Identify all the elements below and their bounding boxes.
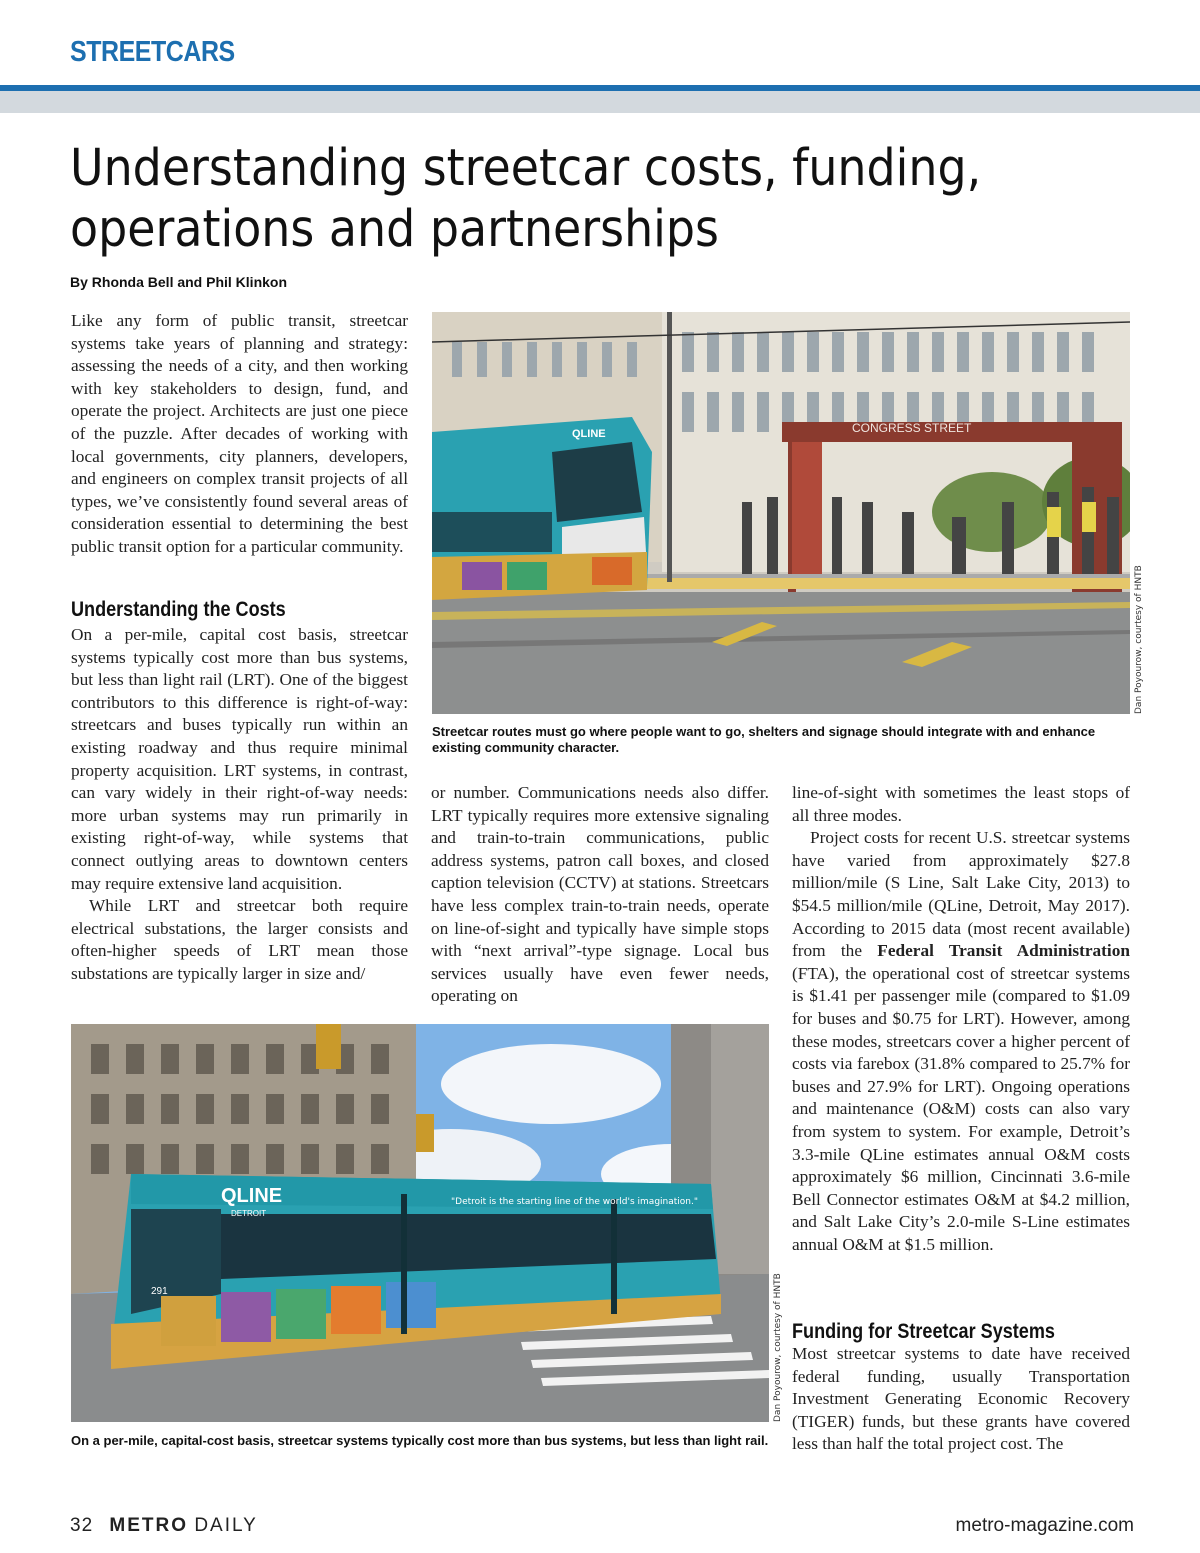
- funding-column: [792, 1343, 1130, 1456]
- funding-heading: Funding for Streetcar Systems: [792, 1320, 1055, 1343]
- caption-1: Streetcar routes must go where people want to go, shelters and signage should integrate with and enhance existing community character.: [432, 724, 1096, 755]
- header-band: [0, 91, 1200, 113]
- title-line-1: Understanding streetcar costs, funding,: [70, 139, 982, 198]
- qline-scene: [71, 1024, 769, 1422]
- magazine-brand: METRO: [109, 1515, 189, 1536]
- website-link[interactable]: metro-magazine.com: [955, 1515, 1134, 1536]
- title-line-2: operations and partnerships: [70, 200, 719, 259]
- costs-column: [71, 624, 408, 986]
- col3-p2-part-b: (FTA), the operational cost of streetcar systems is $1.41 per passenger mile (compared to $1.09 for buses and $0.75 for LRT). However, among these modes, streetcars cover a higher percent of costs via farebox (31.8% compared to 25.7% for buses and 27.9% for LRT). Ongoing operations and maintenance (O&M) costs can also vary from system to system. For example, Detroit’s 3.3-mile QLine estimates annual O&M costs approximately $6 million, Cincinnati 3.6-mile Bell Connector estimates O&M at $4.2 million, and Salt Lake City’s 2.0-mile S-Line estimates annual O&M at $1.5 million.: [792, 963, 1130, 1254]
- section-label: STREETCARS: [70, 36, 235, 68]
- car-slogan: "Detroit is the starting line of the world's imagination.": [451, 1197, 698, 1207]
- byline: By Rhonda Bell and Phil Klinkon: [70, 274, 288, 290]
- fta-link[interactable]: Federal Transit Administration: [877, 941, 1130, 961]
- congress-street-scene: [432, 312, 1130, 714]
- col3-paragraph-1: line-of-sight with sometimes the least stops of all three modes.: [792, 783, 1130, 825]
- column-3: [792, 782, 1130, 1256]
- car-sub-2: DETROIT: [231, 1209, 267, 1218]
- magazine-brand-sub: DAILY: [194, 1515, 258, 1536]
- column-2: [431, 782, 769, 1008]
- photo-credit-1: Dan Poyourow, courtesy of HNTB: [1134, 565, 1144, 714]
- communications-paragraph: or number. Communications needs also differ. LRT typically requires more extensive signaling and train-to-train communications, public address systems, patron call boxes, and closed caption television (CCTV) at stations. Streetcars have less complex train-to-train needs, operate on line-of-sight and typically have simple stops with “next arrival”-type signage. Local bus services usually have even fewer needs, operating on: [431, 783, 769, 1006]
- costs-paragraph-1: On a per-mile, capital cost basis, streetcar systems typically cost more than bus systems, but less than light rail (LRT). One of the biggest contributors to this difference is right-of-way: streetcars and buses typically run within an existing roadway and thus require minimal property acquisition. LRT systems, in contrast, can vary widely in their right-of-way needs: more urban systems may run primarily in existing right-of-way, while systems that connect outlying areas to downtown centers may require extensive land acquisition.: [71, 625, 408, 893]
- page-number: 32: [70, 1515, 94, 1536]
- col3-p2-part-a: Project costs for recent U.S. streetcar systems have varied from approximately $27.8 million/mile (S Line, Salt Lake City, 2013) to $54.5 million/mile (QLine, Detroit, May 2017). According to 2015 data (most recent available) from the: [792, 828, 1130, 961]
- funding-paragraph: Most streetcar systems to date have received federal funding, usually Transportation Investment Generating Economic Recovery (TIGER) funds, but these grants have covered less than half the total project cost. The: [792, 1344, 1130, 1454]
- footer-folio: [70, 1515, 258, 1537]
- col3-paragraph-2: [792, 827, 1130, 1256]
- intro-text: Like any form of public transit, streetcar systems take years of planning and strategy: assessing the needs of a city, and then working with key stakeholders to design, fund, and operate the project. Architects are just one piece of the puzzle. After decades of working with local governments, city planners, developers, and engineers on complex transit projects of all types, we’ve consistently found several areas of consideration essential to determining the best public transit option for a particular community.: [71, 311, 408, 556]
- car-number: 291: [151, 1286, 168, 1297]
- photo-congress-street: [432, 312, 1130, 714]
- costs-paragraph-2: While LRT and streetcar both require electrical substations, the larger consists and often-higher speeds of LRT mean those substations are typically larger in size and/: [71, 896, 408, 983]
- article-title: [70, 138, 1060, 260]
- shelter-sign: CONGRESS STREET: [852, 421, 972, 435]
- photo-qline-intersection: [71, 1024, 769, 1422]
- costs-heading: Understanding the Costs: [71, 598, 286, 621]
- car-logo-2: QLINE: [221, 1185, 283, 1207]
- photo-credit-2: Dan Poyourow, courtesy of HNTB: [773, 1273, 783, 1422]
- caption-2: On a per-mile, capital-cost basis, streetcar systems typically cost more than bus systems, but less than light rail.: [71, 1433, 769, 1448]
- intro-paragraph: [71, 310, 408, 559]
- car-logo-1: QLINE: [572, 428, 606, 440]
